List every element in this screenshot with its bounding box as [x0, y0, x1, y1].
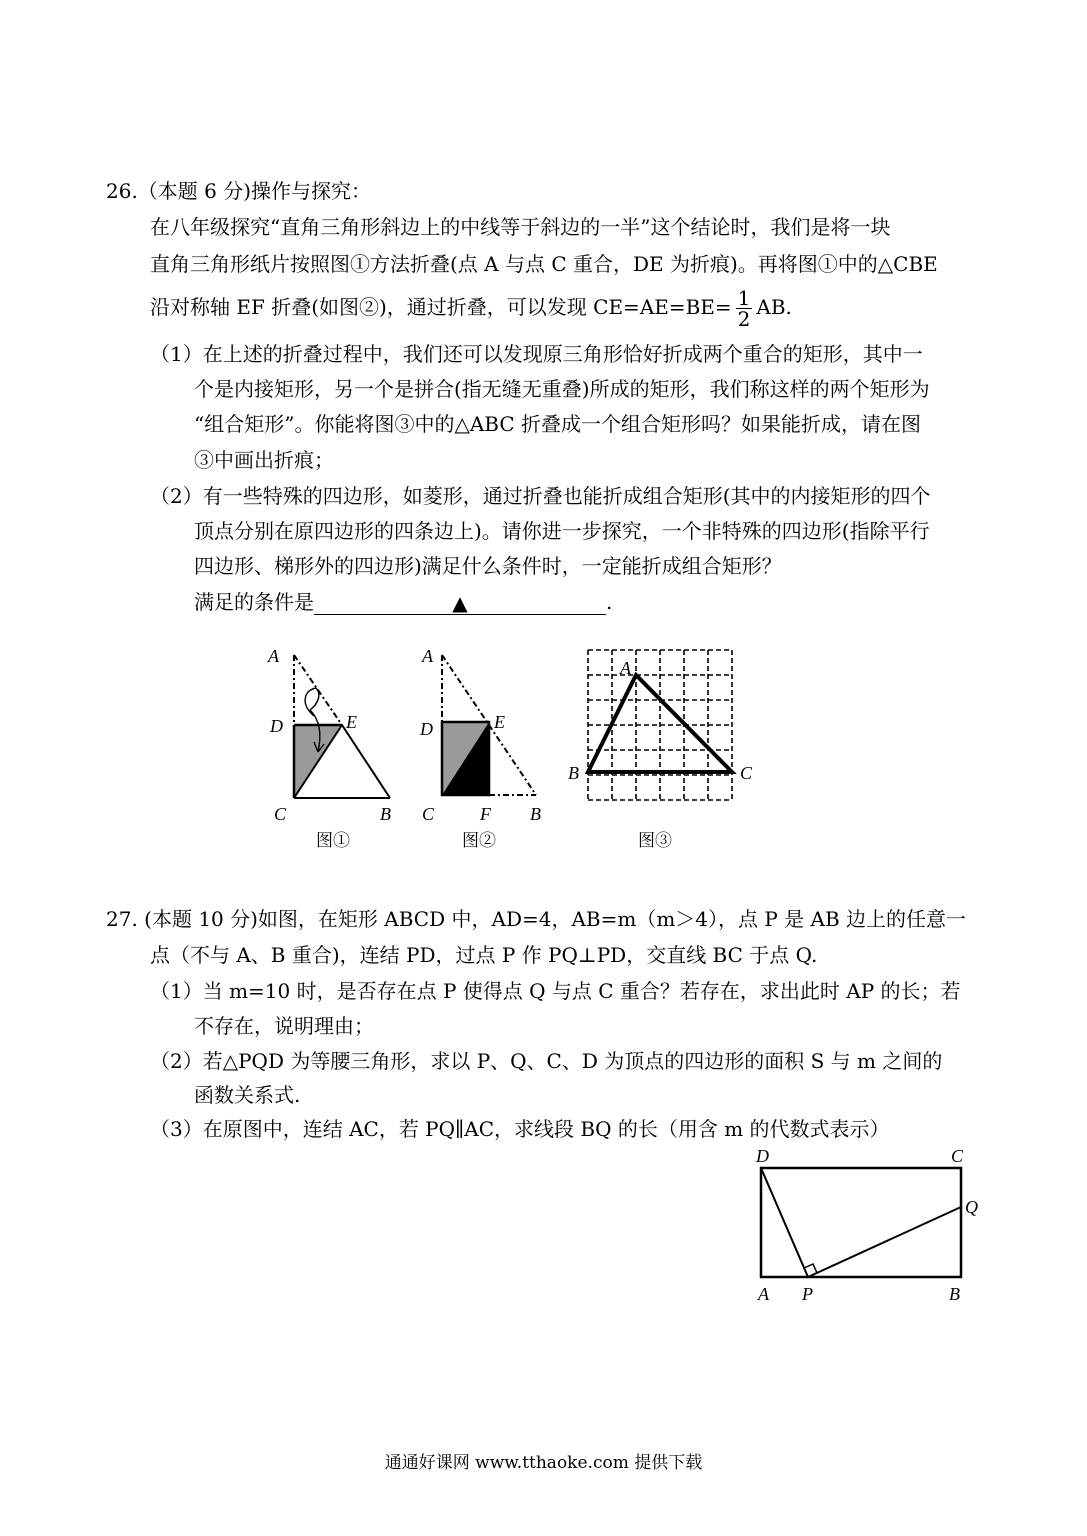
- fig2-point-a: A: [422, 646, 433, 666]
- q26-part2-line-1: （2）有一些特殊的四边形，如菱形，通过折叠也能折成组合矩形(其中的内接矩形的四个: [150, 484, 931, 508]
- edge-eb: [342, 725, 390, 798]
- figure-3-grid-triangle[interactable]: [564, 640, 764, 820]
- q26-intro-line-3-suffix: AB.: [756, 295, 792, 319]
- q26-part2-line-2: 顶点分别在原四边形的四条边上)。请你进一步探究，一个非特殊的四边形(指除平行: [194, 519, 930, 543]
- segment-pq: [808, 1207, 961, 1277]
- q26-intro-line-2: 直角三角形纸片按照图①方法折叠(点 A 与点 C 重合，DE 为折痕)。再将图①中的△CBE: [150, 252, 938, 276]
- q27-part2-line-2: 函数关系式.: [194, 1083, 301, 1107]
- fraction-denominator: 2: [737, 307, 751, 331]
- q27-point-q: Q: [965, 1197, 978, 1217]
- answer-blank[interactable]: [314, 590, 606, 615]
- fig2-point-f: F: [480, 804, 491, 824]
- q27-point-p: P: [802, 1284, 813, 1304]
- triangle-mark-icon: ▲: [452, 591, 468, 615]
- fraction-one-half: [736, 288, 753, 329]
- q26-part1-line-1: （1）在上述的折叠过程中，我们还可以发现原三角形恰好折成两个重合的矩形，其中一: [150, 342, 923, 366]
- fig3-point-b: B: [568, 763, 579, 783]
- q26-intro-line-3: [150, 288, 792, 329]
- fig1-point-a: A: [268, 646, 279, 666]
- fig2-point-c: C: [422, 804, 435, 824]
- q27-point-c: C: [951, 1146, 964, 1166]
- q26-part2-line-3: 四边形、梯形外的四边形)满足什么条件时，一定能折成组合矩形？: [194, 554, 782, 578]
- q26-intro-line-3-prefix: 沿对称轴 EF 折叠(如图②)，通过折叠，可以发现 CE=AE=BE=: [150, 295, 732, 319]
- q27-point-a: A: [758, 1284, 769, 1304]
- fig1-point-d: D: [270, 716, 283, 736]
- q26-part1-line-4: ③中画出折痕；: [194, 448, 334, 472]
- q27-part3-line-1: （3）在原图中，连结 AC，若 PQ∥AC，求线段 BQ 的长（用含 m 的代数式表示）: [150, 1117, 890, 1141]
- condition-period: .: [606, 590, 613, 614]
- figure-1-fold-diagram: [262, 640, 402, 830]
- rectangle-abcd: [761, 1168, 961, 1277]
- q26-part2-line-4: [194, 589, 612, 615]
- fig2-point-e: E: [494, 712, 505, 732]
- q27-header-line-1: 27. (本题 10 分)如图，在矩形 ABCD 中，AD=4，AB=m（m＞4），点 P 是 AB 边上的任意一: [106, 907, 967, 931]
- fraction-numerator: 1: [737, 286, 751, 310]
- figure-2-fold-diagram: [412, 640, 562, 830]
- q27-part1-line-1: （1）当 m=10 时，是否存在点 P 使得点 Q 与点 C 重合？若存在，求出此时 AP 的长；若: [150, 979, 961, 1003]
- fig1-point-c: C: [274, 804, 287, 824]
- fig3-point-a: A: [620, 658, 631, 678]
- q26-part1-line-3: “组合矩形”。你能将图③中的△ABC 折叠成一个组合矩形吗？如果能折成，请在图: [194, 412, 922, 436]
- q26-part1-line-2: 个是内接矩形，另一个是拼合(指无缝无重叠)所成的矩形，我们称这样的两个矩形为: [194, 377, 930, 401]
- figure-3-caption: 图③: [638, 831, 672, 851]
- fig2-point-b: B: [530, 804, 541, 824]
- q27-header-line-2: 点（不与 A、B 重合)，连结 PD，过点 P 作 PQ⊥PD，交直线 BC 于点 Q.: [150, 943, 818, 967]
- q26-intro-line-1: 在八年级探究“直角三角形斜边上的中线等于斜边的一半”这个结论时，我们是将一块: [150, 215, 891, 239]
- fig2-point-d: D: [420, 719, 433, 739]
- q27-point-d: D: [756, 1146, 769, 1166]
- q26-header: 26.（本题 6 分)操作与探究：: [106, 179, 372, 203]
- q27-part2-line-1: （2）若△PQD 为等腰三角形，求以 P、Q、C、D 为顶点的四边形的面积 S 与 m 之间的: [150, 1049, 943, 1073]
- fig3-point-c: C: [740, 763, 753, 783]
- figure-1-caption: 图①: [316, 831, 350, 851]
- condition-label: 满足的条件是: [194, 590, 314, 614]
- figure-q27-rectangle: [746, 1140, 986, 1310]
- q27-part1-line-2: 不存在，说明理由；: [194, 1014, 374, 1038]
- fig1-point-e: E: [346, 712, 357, 732]
- page-footer: 通通好课网 www.tthaoke.com 提供下载: [384, 1453, 703, 1473]
- segment-pd: [761, 1168, 808, 1277]
- figure-2-caption: 图②: [462, 831, 496, 851]
- fig1-point-b: B: [380, 804, 391, 824]
- q27-point-b: B: [949, 1284, 960, 1304]
